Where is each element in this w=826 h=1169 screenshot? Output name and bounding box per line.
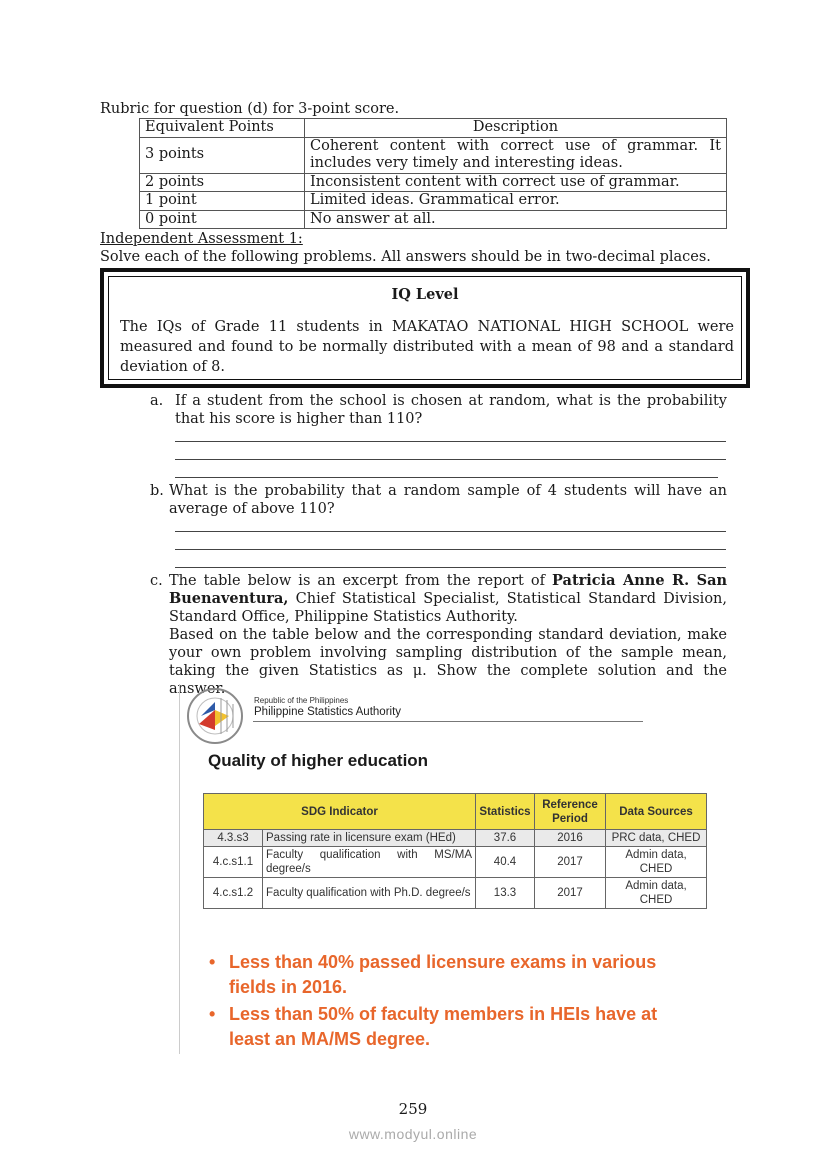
sdg-indicator: Passing rate in licensure exam (HEd) — [263, 830, 476, 847]
answer-line[interactable] — [175, 459, 726, 460]
rubric-row — [140, 137, 727, 173]
question-c-text — [169, 572, 727, 626]
rubric-points: 3 points — [140, 137, 305, 173]
sdg-period: 2016 — [535, 830, 606, 847]
sdg-statistics: 40.4 — [476, 847, 535, 878]
sdg-source: Admin data, CHED — [606, 847, 707, 878]
iq-level-title: IQ Level — [391, 286, 459, 303]
psa-seal-logo — [185, 686, 245, 746]
rubric-row — [140, 192, 727, 211]
sdg-header-sources: Data Sources — [606, 794, 707, 830]
bullet-dot: • — [209, 1004, 216, 1024]
sdg-code: 4.c.s1.1 — [204, 847, 263, 878]
sdg-indicator: Faculty qualification with MS/MA degree/s — [263, 847, 476, 878]
sdg-statistics: 37.6 — [476, 830, 535, 847]
sdg-statistics: 13.3 — [476, 878, 535, 909]
watermark: www.modyul.online — [348, 1126, 478, 1142]
iq-level-box — [100, 268, 750, 388]
rubric-title: Rubric for question (d) for 3-point score. — [100, 101, 400, 117]
rubric-header-points: Equivalent Points — [140, 119, 305, 138]
sdg-period: 2017 — [535, 878, 606, 909]
bullet-text: Less than 40% passed licensure exams in various fields in 2016. — [229, 952, 657, 997]
question-b-text: What is the probability that a random sample of 4 students will have an average of above 110? — [169, 483, 727, 517]
question-c-paragraph: Based on the table below and the corresponding standard deviation, make your own problem involving sampling distribution of the sample mean, taking the given Statistics as μ. Show the complete solution and the answer. — [169, 627, 727, 697]
sdg-header-indicator: SDG Indicator — [204, 794, 476, 830]
rubric-row — [140, 210, 727, 229]
answer-line[interactable] — [175, 477, 718, 478]
answer-line[interactable] — [175, 531, 726, 532]
rubric-description: Coherent content with correct use of grammar. It includes very timely and interesting ideas. — [305, 137, 727, 173]
question-c-intro: The table below is an excerpt from the report of — [169, 573, 545, 589]
assessment-instruction: Solve each of the following problems. All answers should be in two-decimal places. — [100, 249, 711, 265]
question-c-rest: Chief Statistical Specialist, Statistical Standard Division, Standard Office, Philippine Statistics Authority. — [169, 591, 728, 625]
page-number: 259 — [398, 1100, 428, 1118]
sdg-period: 2017 — [535, 847, 606, 878]
rubric-header-description: Description — [305, 119, 727, 138]
header-rule — [253, 721, 643, 722]
bullet-dot: • — [209, 952, 216, 972]
bullet-text: Less than 50% of faculty members in HEIs have at least an MA/MS degree. — [229, 1004, 658, 1049]
answer-line[interactable] — [175, 549, 726, 550]
sdg-row — [204, 847, 707, 878]
question-b-label: b. — [150, 483, 164, 499]
sdg-code: 4.c.s1.2 — [204, 878, 263, 909]
rubric-description: No answer at all. — [305, 210, 727, 229]
sdg-header-reference: Reference Period — [535, 794, 606, 830]
rubric-description: Limited ideas. Grammatical error. — [305, 192, 727, 211]
sdg-table — [203, 793, 707, 909]
quality-title: Quality of higher education — [208, 751, 429, 770]
question-c-label: c. — [150, 573, 163, 589]
assessment-title: Independent Assessment 1: — [100, 231, 303, 247]
rubric-header-row — [140, 119, 727, 138]
rubric-table — [139, 118, 727, 229]
sdg-source: Admin data, CHED — [606, 878, 707, 909]
answer-line[interactable] — [175, 441, 726, 442]
iq-level-inner-border — [108, 276, 742, 380]
rubric-points: 1 point — [140, 192, 305, 211]
sdg-source: PRC data, CHED — [606, 830, 707, 847]
iq-level-text: The IQs of Grade 11 students in MAKATAO NATIONAL HIGH SCHOOL were measured and found to be normally distributed with a mean of 98 and a standard deviation of 8. — [120, 319, 734, 375]
agency-name: Philippine Statistics Authority — [254, 706, 402, 718]
sdg-indicator: Faculty qualification with Ph.D. degree/s — [263, 878, 476, 909]
question-a-text: If a student from the school is chosen at random, what is the probability that his score is higher than 110? — [175, 393, 727, 427]
sdg-row — [204, 830, 707, 847]
answer-line[interactable] — [175, 567, 726, 568]
rubric-points: 2 points — [140, 173, 305, 192]
question-a-label: a. — [150, 393, 164, 409]
sdg-header-row — [204, 794, 707, 830]
republic-label: Republic of the Philippines — [254, 696, 349, 705]
image-edge — [179, 684, 180, 1054]
question-c-author: Patricia Anne R. San Buenaventura, — [169, 572, 728, 607]
rubric-row — [140, 173, 727, 192]
rubric-description: Inconsistent content with correct use of grammar. — [305, 173, 727, 192]
rubric-points: 0 point — [140, 210, 305, 229]
sdg-code: 4.3.s3 — [204, 830, 263, 847]
sdg-header-statistics: Statistics — [476, 794, 535, 830]
sdg-row — [204, 878, 707, 909]
